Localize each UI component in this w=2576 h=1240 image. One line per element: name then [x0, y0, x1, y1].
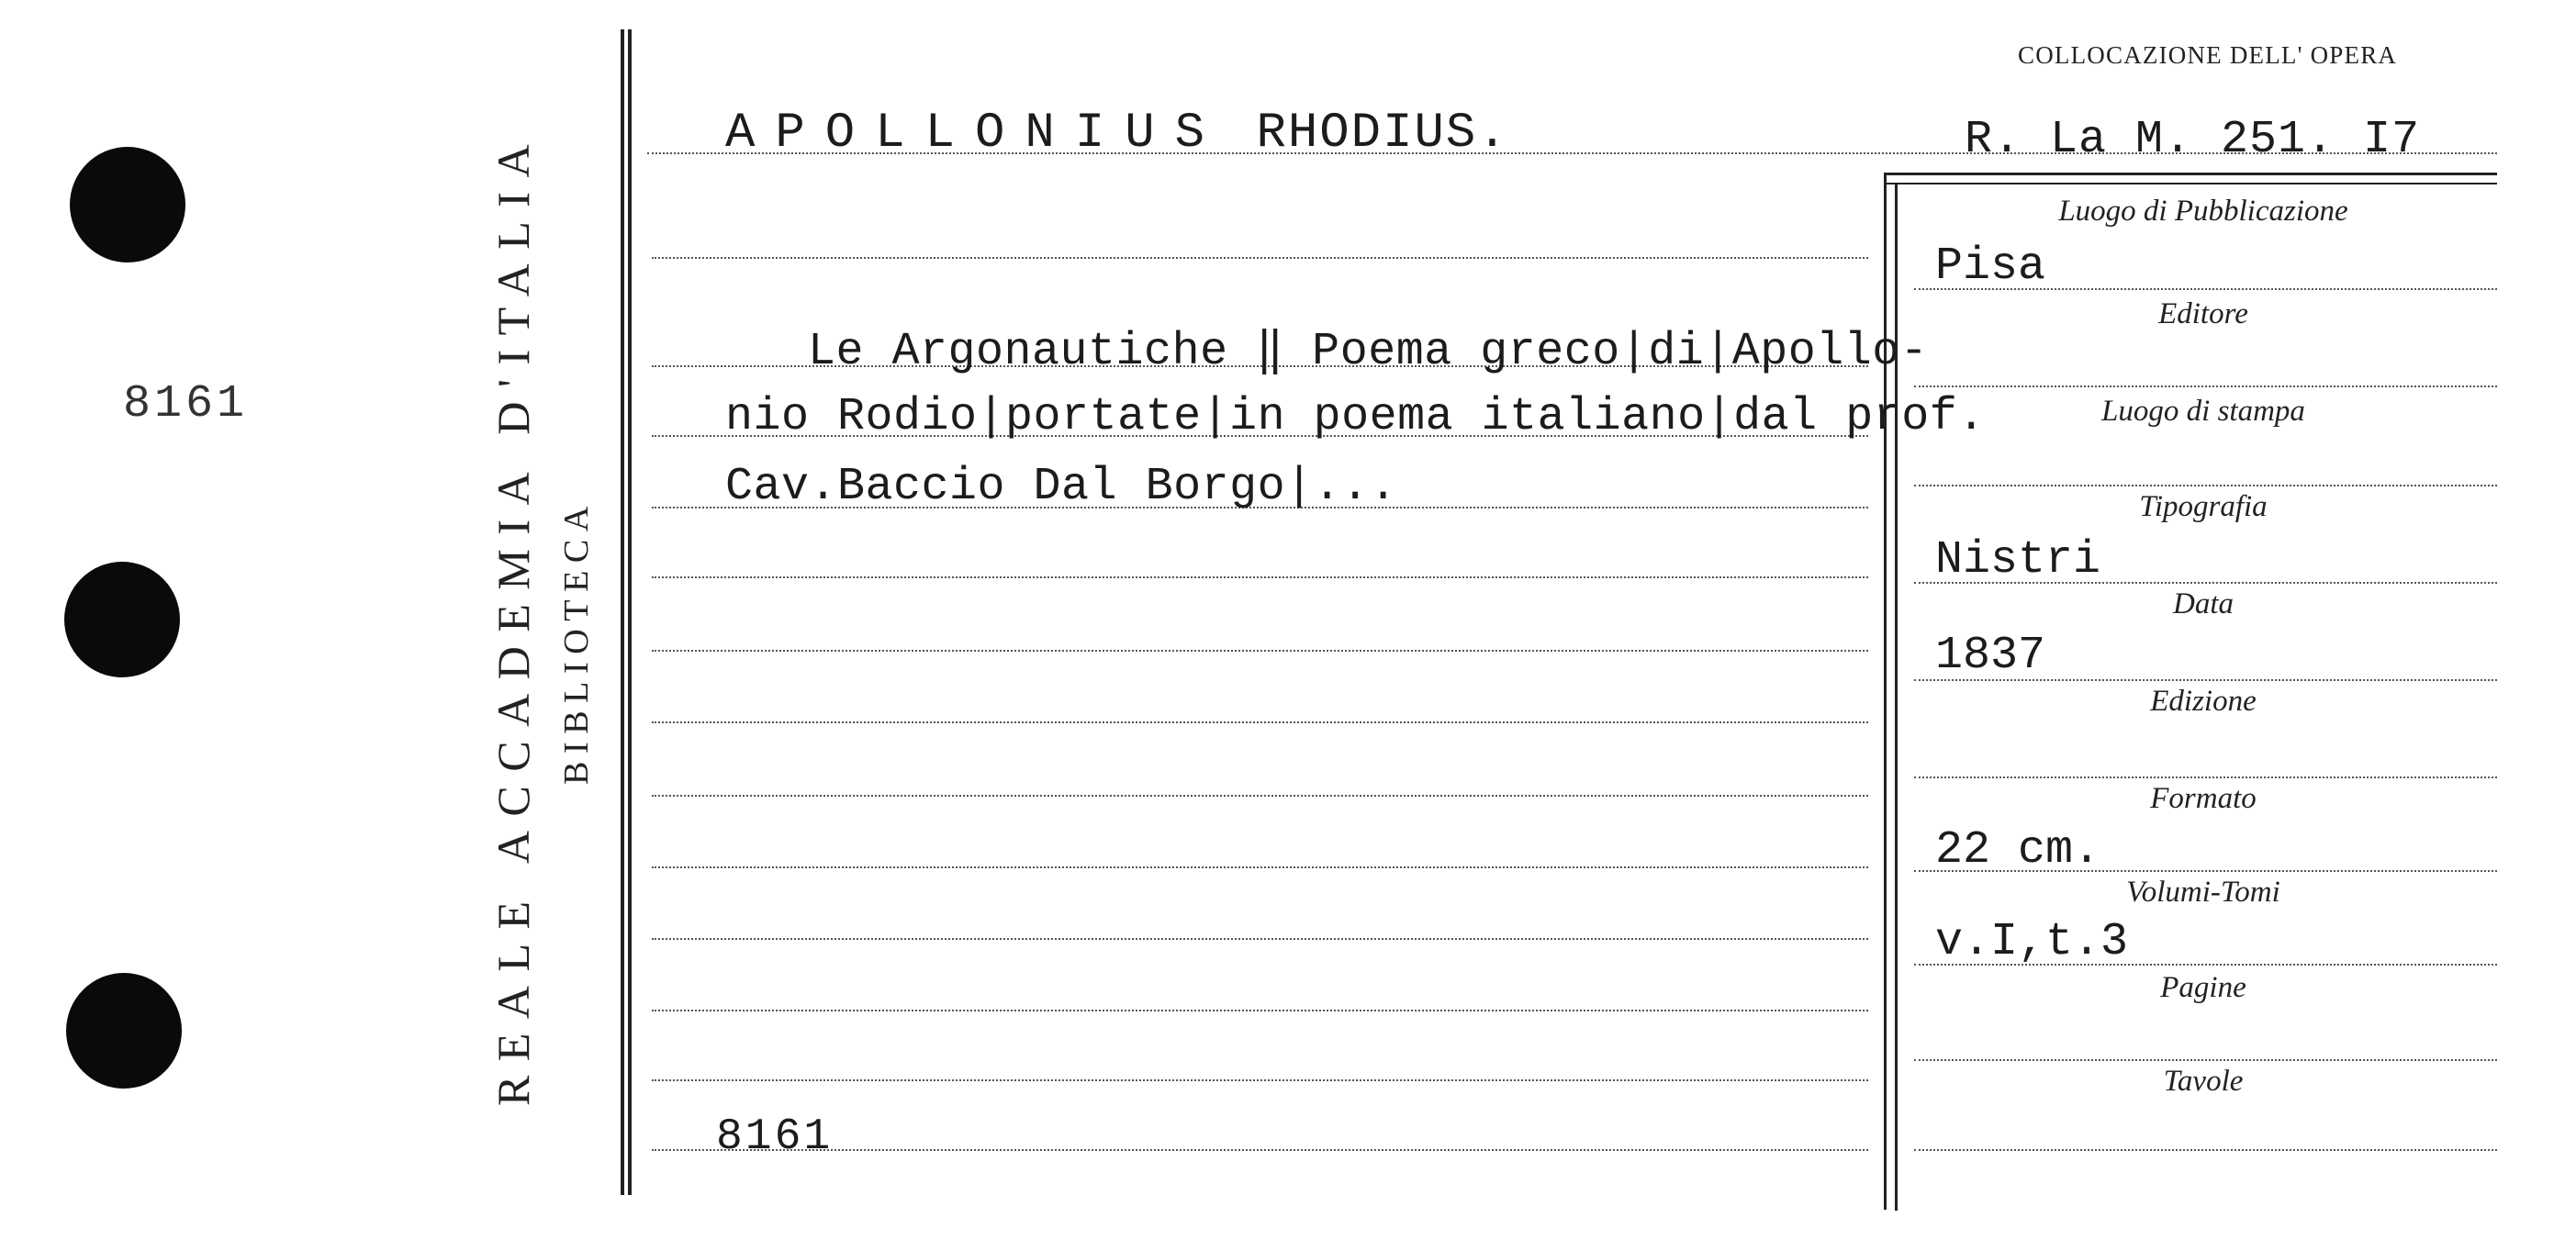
- field-rule: [1914, 385, 2497, 387]
- ruled-line: [652, 721, 1868, 723]
- bottom-card-number: 8161: [716, 1112, 834, 1162]
- field-box-rule-top: [1884, 173, 2497, 175]
- field-rule: [1914, 485, 2497, 486]
- ruled-line: [652, 795, 1868, 797]
- collocazione-label: COLLOCAZIONE DELL' OPERA: [2018, 41, 2398, 69]
- library-name: BIBLIOTECA: [557, 498, 596, 785]
- punch-hole-top: [70, 147, 185, 263]
- ruled-line: [652, 1010, 1868, 1011]
- field-label-editore: Editore: [2158, 297, 2248, 330]
- field-value-tipografia: Nistri: [1935, 534, 2101, 586]
- field-label-luogo-stampa: Luogo di stampa: [2101, 395, 2305, 428]
- field-label-edizione: Edizione: [2150, 685, 2257, 718]
- field-label-volumi-tomi: Volumi-Tomi: [2126, 876, 2280, 909]
- field-rule: [1914, 1059, 2497, 1061]
- shelfmark: R. La M. 251. I7: [1965, 114, 2421, 166]
- author-heading: [725, 106, 1509, 162]
- institution-name: REALE ACCADEMIA D'ITALIA: [487, 129, 539, 1106]
- margin-rule-inner: [628, 29, 632, 1195]
- field-box-rule-top-inner: [1884, 183, 2497, 184]
- field-value-volumi-tomi: v.I,t.3: [1935, 916, 2129, 968]
- author-name-first: APOLLONIUS: [725, 106, 1226, 162]
- margin-card-number: 8161: [123, 378, 249, 430]
- margin-rule-outer: [621, 29, 624, 1195]
- field-label-tavole: Tavole: [2163, 1065, 2244, 1098]
- ruled-line: [652, 650, 1868, 652]
- field-rule: [1914, 776, 2497, 778]
- field-value-data: 1837: [1935, 630, 2046, 682]
- field-label-luogo-pubblicazione: Luogo di Pubblicazione: [2058, 195, 2348, 228]
- field-label-pagine: Pagine: [2160, 971, 2246, 1004]
- field-rule: [1914, 288, 2497, 290]
- ruled-line: [652, 1079, 1868, 1081]
- field-rule: [1914, 870, 2497, 872]
- field-rule: [1914, 964, 2497, 966]
- ruled-line: [652, 1149, 1868, 1151]
- field-label-formato: Formato: [2150, 782, 2257, 815]
- title-line-3: Cav.Baccio Dal Borgo|...: [725, 461, 1398, 513]
- field-rule: [1914, 679, 2497, 681]
- ruled-line: [652, 576, 1868, 578]
- ruled-line: [652, 938, 1868, 940]
- field-label-data: Data: [2173, 587, 2234, 620]
- field-value-luogo-pubblicazione: Pisa: [1935, 240, 2046, 293]
- title-line-2: nio Rodio|portate|in poema italiano|dal prof.: [725, 391, 1986, 443]
- punch-hole-bottom: [66, 973, 182, 1089]
- punch-hole-middle: [64, 562, 180, 677]
- field-label-tipografia: Tipografia: [2139, 490, 2268, 523]
- field-value-formato: 22 cm.: [1935, 824, 2101, 877]
- title-line-1: Le Argonautiche ‖ Poema greco|di|Apollo-: [808, 326, 1929, 378]
- field-rule: [1914, 1149, 2497, 1151]
- author-name-second: RHODIUS.: [1256, 106, 1509, 162]
- ruled-line: [652, 866, 1868, 868]
- field-rule: [1914, 582, 2497, 584]
- ruled-line: [652, 257, 1868, 259]
